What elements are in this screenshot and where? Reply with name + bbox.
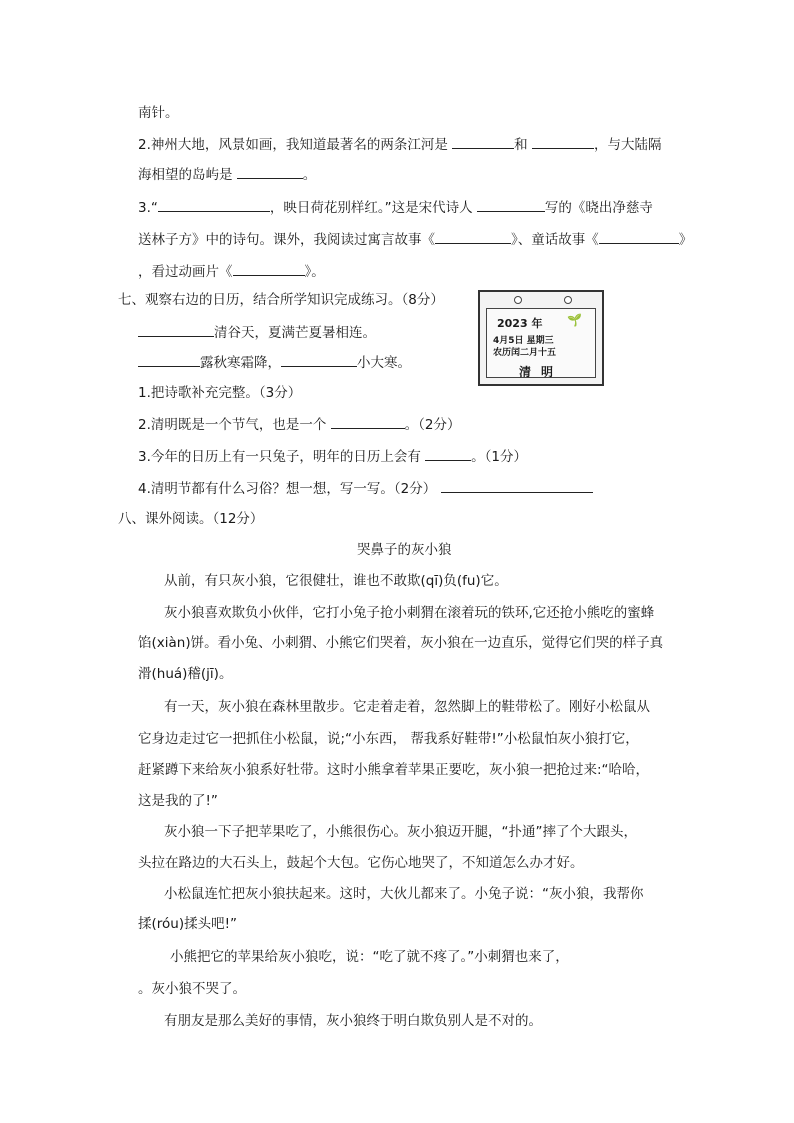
text-line — [138, 197, 653, 218]
text-segment: 。（2分） — [404, 417, 461, 433]
text-segment: 清谷天，夏满芒夏暑相连。 — [214, 325, 376, 341]
text-line — [138, 478, 593, 499]
text-segment: 》、童话故事《 — [511, 232, 599, 248]
text-segment: 七、观察右边的日历，结合所学知识完成练习。（8分） — [118, 292, 444, 308]
text-segment: 八、课外阅读。（12分） — [118, 511, 264, 527]
text-segment: ，看过动画片《 — [138, 264, 233, 280]
text-line — [138, 229, 692, 250]
text-segment: 2.神州大地，风景如画，我知道最著名的两条江河是 — [138, 137, 453, 153]
text-line — [138, 760, 649, 780]
text-segment: 1.把诗歌补充完整。（3分） — [138, 385, 302, 401]
text-segment: 揉(róu)揉头吧!” — [138, 916, 238, 932]
text-segment: 。（1分） — [471, 449, 528, 465]
text-segment: 它身边走过它一把抓住小松鼠，说;“小东西， 帮我系好鞋带!”小松鼠怕灰小狼打它， — [138, 731, 639, 747]
text-line — [138, 446, 527, 467]
text-segment: 头拉在路边的大石头上，鼓起个大包。它伤心地哭了，不知道怎么办才好。 — [138, 855, 584, 871]
text-segment: 赶紧蹲下来给灰小狼系好牡带。这时小熊拿着苹果正要吃，灰小狼一把抢过来:“哈哈， — [138, 762, 650, 778]
text-segment: 海相望的岛屿是 — [138, 167, 237, 183]
text-line — [118, 290, 444, 310]
calendar-image — [478, 290, 604, 386]
text-line — [138, 633, 663, 653]
answer-blank[interactable] — [138, 322, 214, 337]
answer-blank[interactable] — [452, 134, 514, 149]
answer-blank[interactable] — [532, 134, 594, 149]
text-line — [138, 261, 325, 282]
text-segment: 这是我的了!” — [138, 793, 218, 809]
text-line — [138, 352, 411, 373]
calendar-sheet — [486, 308, 596, 378]
text-segment: 有朋友是那么美好的事情，灰小狼终于明白欺负别人是不对的。 — [164, 1013, 542, 1029]
text-segment: 灰小狼一下子把苹果吃了，小熊很伤心。灰小狼迈开腿，“扑通”摔了个大跟头， — [164, 824, 637, 840]
text-segment: 3.“ — [138, 200, 158, 216]
text-segment: 小松鼠连忙把灰小狼扶起来。这时，大伙儿都来了。小兔子说：“灰小狼，我帮你 — [164, 886, 644, 902]
text-line — [164, 1011, 542, 1031]
ring-icon — [514, 296, 522, 304]
text-segment: 》 — [678, 232, 693, 248]
text-line — [138, 134, 661, 155]
calendar-lunar-date: 农历闰二月十五 — [493, 348, 557, 358]
text-line — [138, 791, 218, 811]
text-segment: 写的《晓出净慈寺 — [544, 200, 653, 216]
text-line — [164, 603, 654, 623]
text-segment: 馅(xiàn)饼。看小兔、小刺猬、小熊它们哭着，灰小狼在一边直乐，觉得它们哭的样子真 — [138, 635, 664, 651]
text-line — [138, 322, 376, 343]
text-line — [164, 884, 644, 904]
answer-blank[interactable] — [599, 229, 679, 244]
text-line — [170, 947, 569, 967]
calendar-year: 2023 年 — [497, 317, 543, 330]
text-segment: 滑(huá)稽(jī)。 — [138, 666, 233, 682]
text-line — [164, 697, 650, 717]
text-segment: 有一天，灰小狼在森林里散步。它走着走着，忽然脚上的鞋带松了。刚好小松鼠从 — [164, 699, 650, 715]
text-line — [138, 103, 179, 123]
answer-blank[interactable] — [281, 352, 357, 367]
text-line — [138, 383, 301, 403]
text-line — [357, 540, 452, 560]
answer-blank[interactable] — [237, 164, 303, 179]
text-segment: ，与大陆隔 — [593, 137, 662, 153]
text-line — [138, 853, 584, 873]
text-segment: 南针。 — [138, 105, 179, 121]
answer-blank[interactable] — [158, 197, 270, 212]
text-line — [138, 164, 316, 185]
text-line — [138, 729, 639, 749]
text-segment: 露秋寒霜降， — [200, 355, 281, 371]
answer-blank[interactable] — [233, 261, 305, 276]
text-line — [138, 979, 246, 999]
text-segment: ，映日荷花别样红。”这是宋代诗人 — [269, 200, 477, 216]
text-segment: 小熊把它的苹果给灰小狼吃，说：“吃了就不疼了。”小刺猬也来了， — [170, 949, 569, 965]
text-line — [164, 571, 508, 591]
answer-blank[interactable] — [477, 197, 545, 212]
text-segment: 。灰小狼不哭了。 — [138, 981, 246, 997]
text-segment: 从前，有只灰小狼，它很健壮，谁也不敢欺(qī)负(fu)它。 — [164, 573, 508, 589]
text-segment: 和 — [514, 137, 532, 153]
plant-icon: 🌱 — [567, 313, 582, 327]
calendar-date: 4月5日 星期三 — [493, 336, 554, 346]
text-segment: 哭鼻子的灰小狼 — [357, 542, 452, 558]
answer-blank[interactable] — [435, 229, 511, 244]
text-segment: 3.今年的日历上有一只兔子，明年的日历上会有 — [138, 449, 426, 465]
answer-blank[interactable] — [441, 478, 593, 493]
text-line — [118, 509, 263, 529]
answer-blank[interactable] — [138, 352, 200, 367]
text-line — [138, 664, 232, 684]
text-segment: 小大寒。 — [357, 355, 411, 371]
answer-blank[interactable] — [425, 446, 471, 461]
text-line — [164, 822, 637, 842]
calendar-solar-term: 清明 — [518, 365, 563, 379]
answer-blank[interactable] — [331, 414, 405, 429]
text-segment: 4.清明节都有什么习俗？想一想，写一写。（2分） — [138, 481, 441, 497]
text-segment: 。 — [302, 167, 317, 183]
text-segment: 2.清明既是一个节气，也是一个 — [138, 417, 331, 433]
ring-icon — [564, 296, 572, 304]
text-segment: 灰小狼喜欢欺负小伙伴，它打小兔子抢小刺猬在滚着玩的铁环,它还抢小熊吃的蜜蜂 — [164, 605, 655, 621]
text-segment: 》。 — [304, 264, 325, 280]
text-line — [138, 914, 237, 934]
text-line — [138, 414, 461, 435]
text-segment: 送林子方》中的诗句。课外，我阅读过寓言故事《 — [138, 232, 435, 248]
